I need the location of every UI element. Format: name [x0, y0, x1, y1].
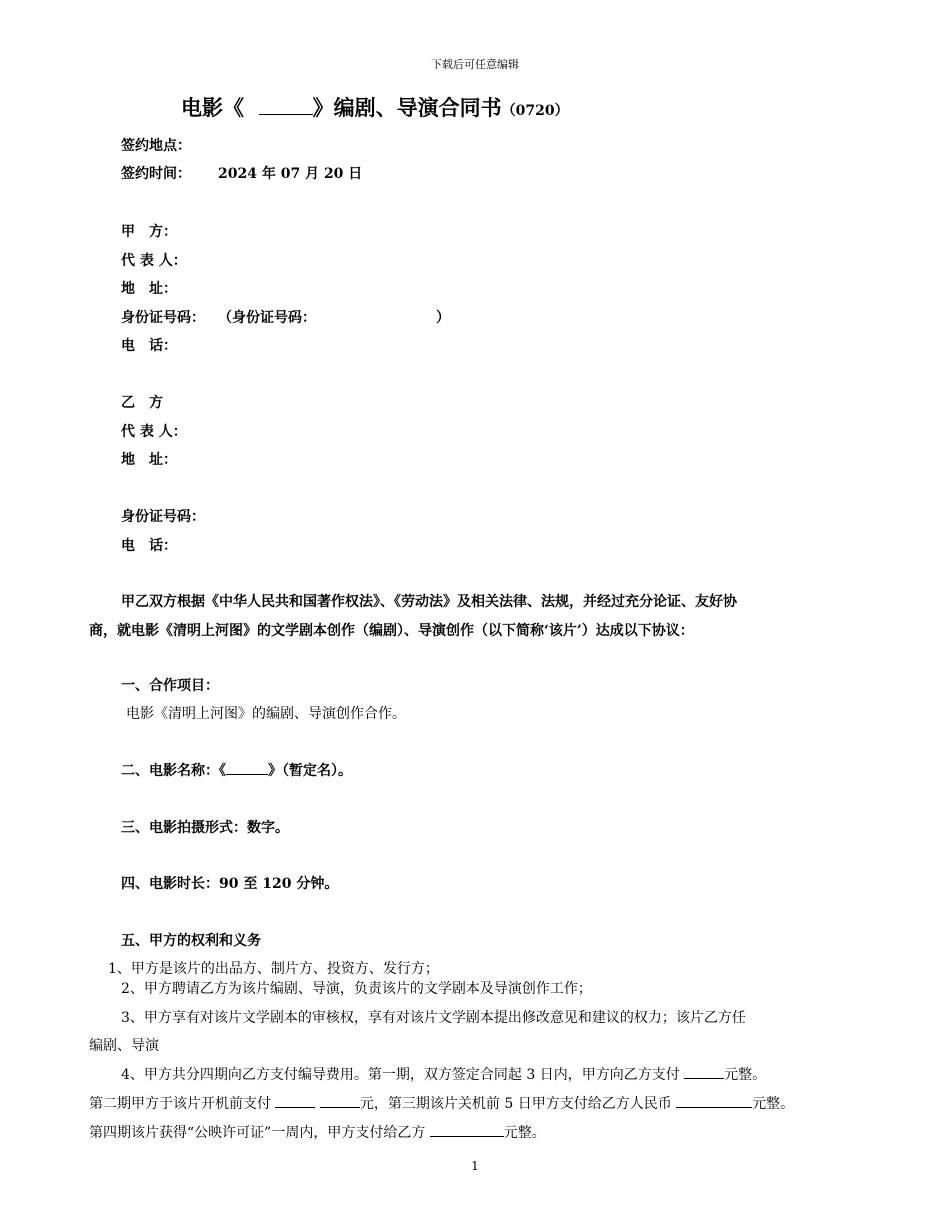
item-4-line-1-end: 元整。: [724, 1067, 767, 1083]
section-4-heading: 四、电影时长：90 至 120 分钟。: [121, 876, 339, 892]
title-suffix: 》编剧、导演合同书: [312, 95, 502, 120]
section-2-prefix: 二、电影名称：《: [121, 763, 226, 779]
section-5-item-4-line-3: [89, 1122, 546, 1142]
section-5-heading: 五、甲方的权利和义务: [121, 933, 261, 949]
section-5-item-2: 2、甲方聘请乙方为该片编剧、导演，负责该片的文学剧本及导演创作工作；: [121, 981, 592, 997]
section-2-suffix: 》（暂定名）。: [268, 763, 352, 779]
party-a-id-paren: （身份证号码：: [218, 310, 316, 326]
section-1-heading: 一、合作项目：: [121, 678, 219, 694]
section-2-heading: [121, 760, 352, 780]
party-a-id-label: 身份证号码：: [121, 310, 205, 326]
second-payment-blank-b: [320, 1107, 360, 1108]
party-b-id-label: 身份证号码：: [121, 509, 205, 525]
party-a-id-paren-close: ）: [436, 310, 450, 326]
party-a-phone-label: 电 话：: [121, 338, 177, 354]
page-number: 1: [471, 1159, 479, 1173]
item-4-line-3-end: 元整。: [503, 1125, 546, 1141]
title-code: （0720）: [501, 103, 569, 119]
fourth-payment-blank: [430, 1136, 504, 1137]
item-4-line-2-text: 第二期甲方于该片开机前支付: [89, 1096, 276, 1112]
title-prefix: 电影《: [181, 95, 244, 120]
party-a-address-label: 地 址：: [121, 281, 177, 297]
section-5-item-4-line-1: [121, 1064, 766, 1084]
item-4-line-1-text: 4、甲方共分四期向乙方支付编导费用。第一期，双方签定合同起 3 日内，甲方向乙方支付: [121, 1067, 685, 1083]
section-1-body: 电影《清明上河图》的编剧、导演创作合作。: [126, 706, 406, 722]
title-name-blank: [259, 114, 313, 115]
document-title: [181, 92, 569, 122]
party-b-label: 乙 方: [121, 395, 163, 411]
second-payment-blank-a: [275, 1107, 315, 1108]
party-a-rep-label: 代 表 人：: [121, 253, 187, 269]
movie-name-blank: [226, 774, 268, 775]
party-b-phone-label: 电 话：: [121, 538, 177, 554]
intro-line-1: 甲乙双方根据《中华人民共和国著作权法》、《劳动法》及相关法律、法规，并经过充分论证、友好协: [121, 594, 737, 610]
signing-time-label: 签约时间：: [121, 166, 191, 182]
section-5-item-3-line-2: 编剧、导演: [89, 1038, 159, 1054]
item-4-line-3-text: 第四期该片获得“公映许可证”一周内，甲方支付给乙方: [89, 1125, 430, 1141]
page-header-note: 下载后可任意编辑: [431, 58, 519, 71]
third-payment-blank: [676, 1107, 752, 1108]
section-3-heading: 三、电影拍摄形式：数字。: [121, 820, 289, 836]
party-b-rep-label: 代 表 人：: [121, 424, 187, 440]
intro-line-2: 商，就电影《清明上河图》的文学剧本创作（编剧）、导演创作（以下简称‘该片’）达成以下协议：: [89, 623, 694, 639]
item-4-line-2-mid: 元，第三期该片关机前 5 日甲方支付给乙方人民币: [359, 1096, 677, 1112]
item-4-line-2-end: 元整。: [752, 1096, 795, 1112]
party-a-label: 甲 方：: [121, 224, 177, 240]
signing-place-label: 签约地点：: [121, 138, 191, 154]
signing-time-value: 2024 年 07 月 20 日: [218, 166, 363, 182]
section-5-item-3-line-1: 3、甲方享有对该片文学剧本的审核权，享有对该片文学剧本提出修改意见和建议的权力；该片乙方任: [121, 1010, 746, 1026]
section-5-item-1: 1、甲方是该片的出品方、制片方、投资方、发行方；: [108, 961, 439, 977]
first-payment-blank: [684, 1078, 724, 1079]
section-5-item-4-line-2: [89, 1093, 794, 1113]
party-b-address-label: 地 址：: [121, 452, 177, 468]
